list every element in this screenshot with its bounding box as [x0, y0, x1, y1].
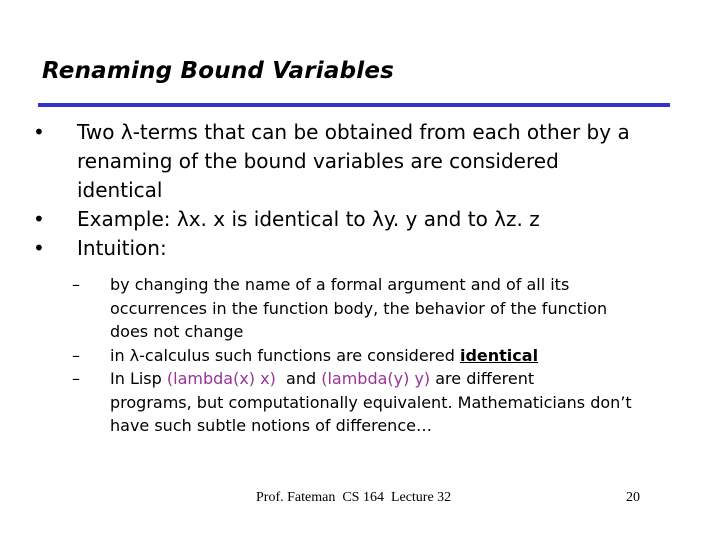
bullet-dot-icon: •: [33, 120, 45, 144]
sub-bullet-text: In Lisp: [110, 369, 167, 388]
sub-bullet-text: are different: [430, 369, 535, 388]
sub-bullet-text-line: [110, 344, 712, 368]
dash-bullet-icon: –: [72, 369, 80, 388]
sub-bullet-text: in λ-calculus such functions are considered: [110, 345, 460, 365]
bullet-list: [22, 118, 712, 438]
dash-bullet-icon: –: [72, 345, 80, 365]
sub-bullet-text-line: by changing the name of a formal argument and of all its: [110, 275, 570, 294]
dash-bullet-icon: –: [72, 275, 80, 294]
sub-bullet-item-identical: [22, 344, 712, 368]
bullet-text-line: renaming of the bound variables are considered: [77, 149, 559, 173]
bullet-text-line: Example: λx. x is identical to λy. y and to λz. z: [77, 207, 540, 231]
sub-bullet-item-lisp: [22, 367, 712, 438]
bullet-text-line: Two λ-terms that can be obtained from each other by a: [77, 120, 630, 144]
bullet-text-line: identical: [77, 178, 163, 202]
bullet-text-line: Intuition:: [77, 236, 167, 260]
sub-bullet-text-line: [110, 367, 712, 391]
slide-footer: Prof. Fateman CS 164 Lecture 32: [256, 490, 452, 505]
sub-bullet-text-line: have such subtle notions of difference…: [110, 416, 432, 435]
lisp-code-x: (lambda(x) x): [166, 369, 276, 388]
lisp-code-y: (lambda(y) y): [321, 369, 431, 388]
page-number: 20: [626, 490, 640, 505]
bullet-item-example: [22, 205, 712, 234]
bullet-item-intuition: [22, 234, 712, 263]
sub-bullet-text-line: occurrences in the function body, the behavior of the function: [110, 298, 608, 318]
bullet-dot-icon: •: [33, 236, 45, 260]
title-underline-rule: [38, 103, 670, 107]
bullet-item-renaming: [22, 118, 712, 205]
sub-bullet-item-behavior: [22, 273, 712, 344]
identical-emphasis: identical: [459, 345, 539, 365]
sub-bullet-text-line: does not change: [110, 322, 244, 341]
sub-bullet-text: and: [275, 369, 322, 388]
sub-bullet-text-line: programs, but computationally equivalent. Mathematicians don’t: [110, 392, 632, 412]
bullet-dot-icon: •: [33, 207, 45, 231]
slide-title: Renaming Bound Variables: [42, 58, 395, 84]
